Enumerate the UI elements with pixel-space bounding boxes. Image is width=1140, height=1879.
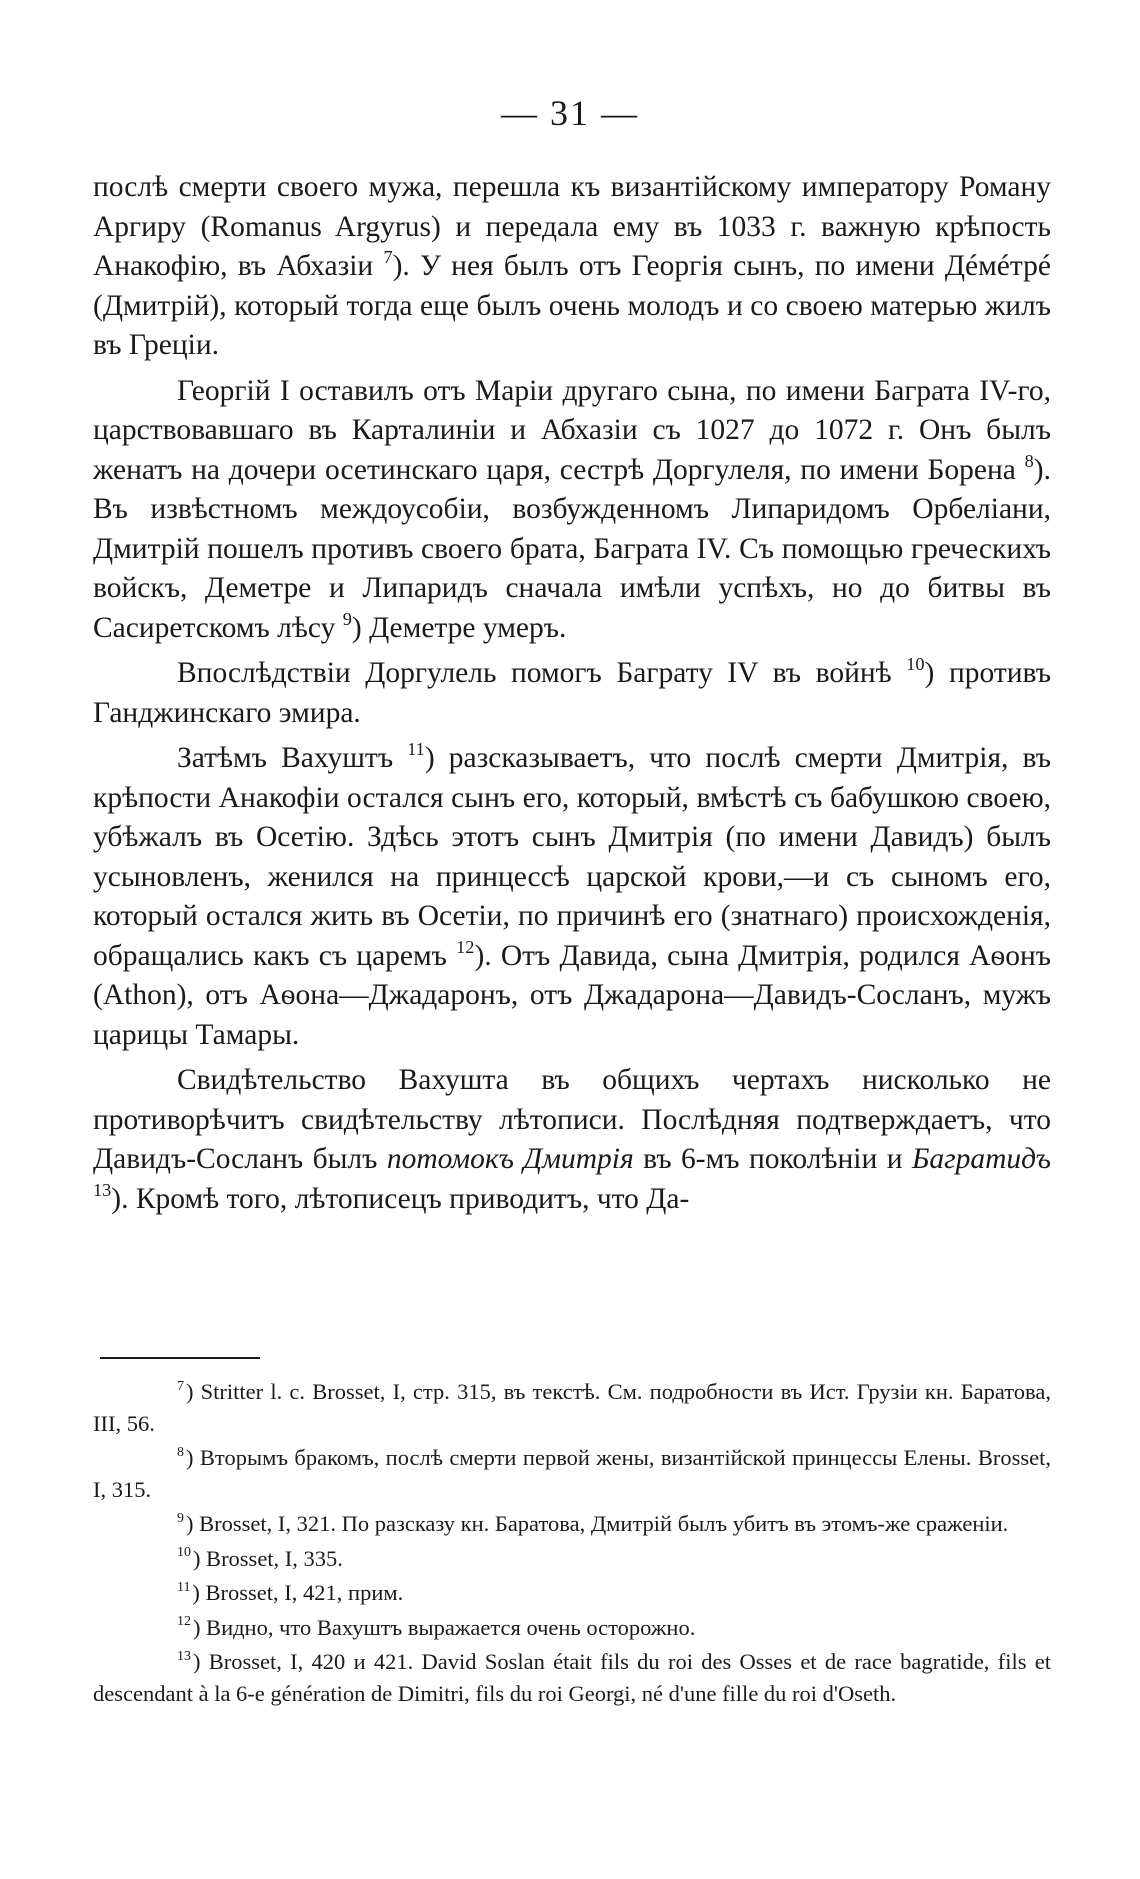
footnote (93, 1646, 1051, 1709)
footnote-ref: 11 (407, 739, 425, 760)
footnote-text: ) Brosset, I, 335. (192, 1545, 343, 1571)
text-run: ) противъ Ганджинскаго эмира. (93, 657, 1051, 729)
page-number: — 31 — (501, 93, 639, 133)
footnote-ref: 12 (456, 936, 475, 957)
text-run: въ 6-мъ поколѣніи и (633, 1143, 912, 1175)
footnote-text: ) Brosset, I, 321. По разсказу кн. Баратова, Дмитрій былъ убитъ въ этомъ-же сраженіи. (185, 1511, 1009, 1536)
footnote (93, 1442, 1051, 1505)
footnote (93, 1577, 1051, 1609)
footnote-mark: 10 (177, 1545, 191, 1561)
paragraph (93, 654, 1051, 733)
text-run: Георгій I оставилъ отъ Маріи другаго сына, по имени Баграта IV-го, царствовавшаго въ Карталиніи и Абхазіи съ 1027 до 1072 г. Онъ былъ женатъ на дочери осетинскаго царя, сестрѣ Доргулеля, по имени Борена (93, 374, 1051, 486)
footnote-mark: 12 (177, 1614, 191, 1630)
footnotes (93, 1376, 1051, 1712)
footnote-ref: 13 (93, 1179, 112, 1200)
footnote-mark: 13 (177, 1648, 191, 1664)
paragraph (93, 168, 1051, 366)
paragraph (93, 372, 1051, 649)
body-text (93, 168, 1051, 1219)
footnote-ref: 7 (383, 247, 393, 268)
footnote (93, 1543, 1051, 1575)
text-run: ). Отъ Давида, сына Дмитрія, родился Аѳонъ (Athon), отъ Аѳона—Джадаронъ, отъ Джадарона—Давидъ-Сосланъ, мужъ царицы Тамары. (93, 939, 1051, 1051)
footnote (93, 1376, 1051, 1439)
text-run: ) разсказываетъ, что послѣ смерти Дмитрія, въ крѣпости Анакофіи остался сынъ его, который, вмѣстѣ съ бабушкою своею, убѣжалъ въ Осетію. Здѣсь этотъ сынъ Дмитрія (по имени Давидъ) былъ усыновленъ, женился на принцессѣ царской крови,—и съ сыномъ его, который остался жить въ Осетіи, по причинѣ его (знатнаго) происхожденія, обращались какъ съ царемъ (93, 742, 1051, 972)
paragraph (93, 739, 1051, 1055)
text-run: ). Кромѣ того, лѣтописецъ приводитъ, что Да- (111, 1182, 690, 1215)
footnote-mark: 8 (177, 1444, 184, 1460)
footnote-text: ) Brosset, I, 421, прим. (192, 1580, 404, 1605)
text-run: ) Деметре умеръ. (351, 611, 567, 644)
footnote (93, 1508, 1051, 1540)
footnote-ref: 8 (1024, 450, 1034, 471)
text-run: послѣ смерти своего мужа, перешла къ византійскому императору Роману Аргиру (Romanus Argyrus) и передала ему въ 1033 г. важную крѣпость Анакофію, въ Абхазіи (93, 171, 1051, 282)
footnote-ref: 9 (342, 608, 352, 629)
paragraph (93, 1061, 1051, 1219)
text-run: Впослѣдствіи Доргулель помогъ Баграту IV въ войнѣ (177, 657, 907, 689)
footnote-text: ) Видно, что Вахуштъ выражается очень осторожно. (192, 1614, 696, 1640)
footnote-text: ) Вторымъ бракомъ, послѣ смерти первой жены, византійской принцессы Елены. Brosset, I, 315. (93, 1445, 1051, 1502)
italic-run: потомокъ Дмитрія (386, 1143, 634, 1175)
footnote-ref: 10 (906, 654, 925, 675)
text-run: Свидѣтельство Вахушта въ общихъ чертахъ нисколько не противорѣчитъ свидѣтельству лѣтописи. Послѣдняя подтверждаетъ, что Давидъ-Сосланъ былъ (93, 1064, 1051, 1175)
text-run: ). Въ извѣстномъ междоусобіи, возбужденномъ Липаридомъ Орбеліани, Дмитрій пошелъ противъ своего брата, Баграта IV. Съ помощью греческихъ войскъ, Деметре и Липаридъ сначала имѣли успѣхъ, но до битвы въ Сасиретскомъ лѣсу (93, 453, 1051, 644)
footnote-divider (100, 1357, 260, 1359)
footnote-text: ) Brosset, I, 420 и 421. David Soslan était fils du roi des Osses et de race bagratide, fils et descendant à la 6-e génération de Dimitri, fils du roi Georgi, né d'une fille du roi d'Oseth. (93, 1649, 1051, 1706)
footnote-mark: 7 (177, 1378, 184, 1394)
text-run: Затѣмъ Вахуштъ (177, 742, 408, 774)
footnote-text: ) Stritter l. c. Brosset, I, стр. 315, въ текстѣ. См. подробности въ Ист. Грузіи кн. Баратова, III, 56. (93, 1379, 1051, 1436)
footnote-mark: 9 (177, 1510, 184, 1526)
footnote (93, 1612, 1051, 1644)
footnote-mark: 11 (177, 1579, 191, 1595)
text-run: ). У нея былъ отъ Георгія сынъ, по имени Дéмéтрé (Дмитрій), который тогда еще былъ очень молодъ и со своею матерью жилъ въ Греціи. (93, 250, 1051, 361)
italic-run: Багратидъ (911, 1143, 1051, 1175)
